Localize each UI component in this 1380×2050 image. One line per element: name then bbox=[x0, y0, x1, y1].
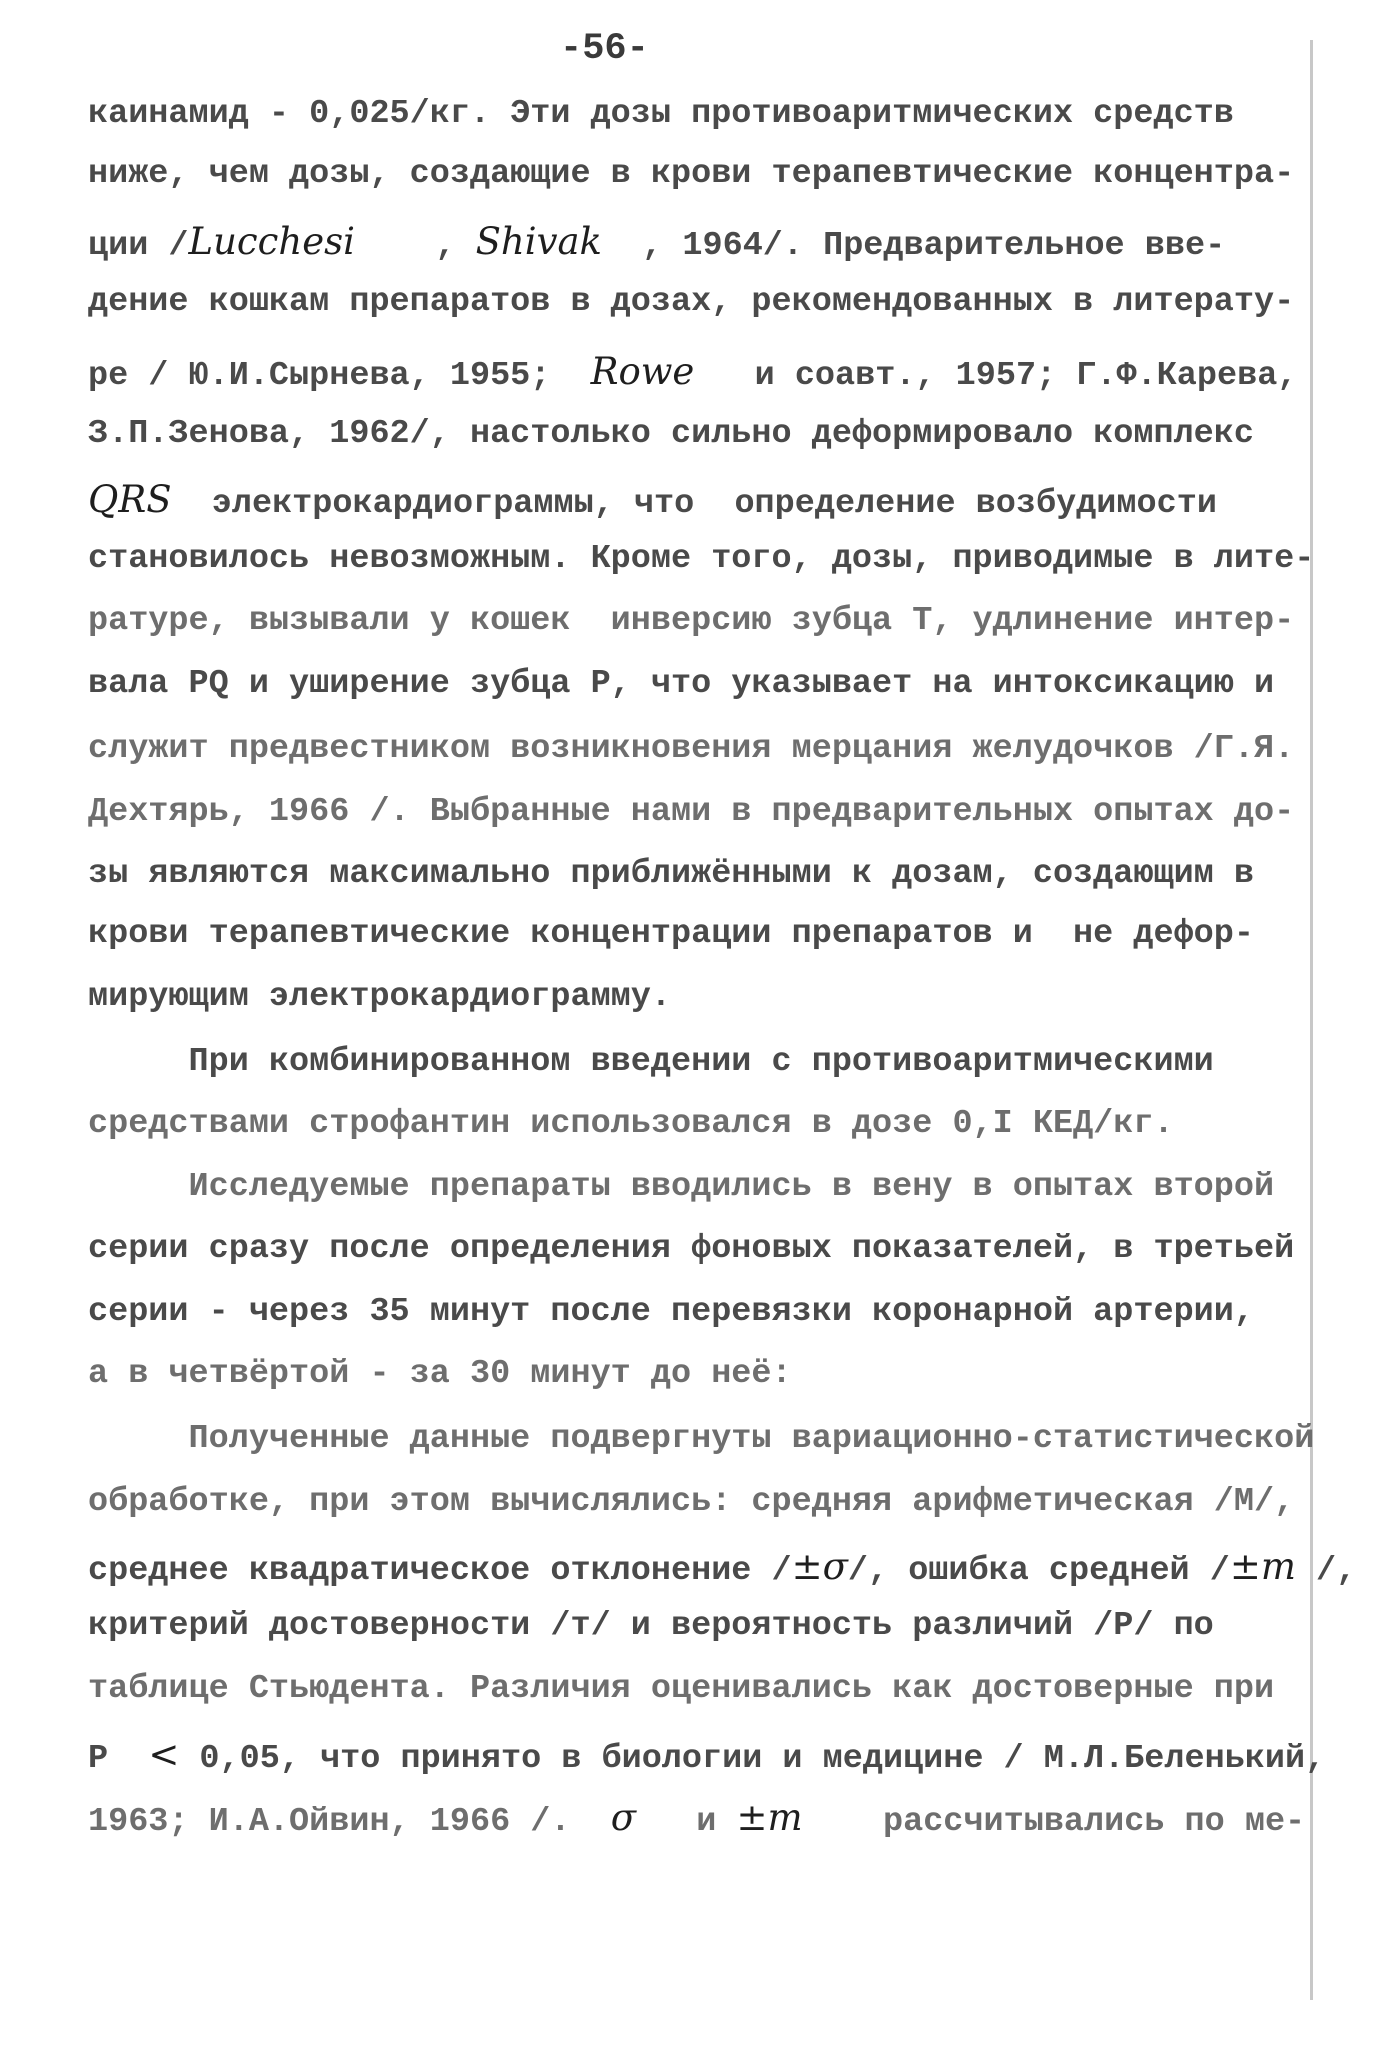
handwritten-insert: Lucchesi bbox=[188, 220, 355, 263]
typed-segment: каинамид - 0,025/кг. Эти дозы противоаритмических средств bbox=[88, 95, 1234, 133]
text-line bbox=[88, 602, 1294, 640]
typed-segment: зы являются максимально приближёнными к дозам, создающим в bbox=[88, 855, 1254, 893]
typed-segment: , 1964/. Предварительное вве- bbox=[601, 227, 1226, 265]
typed-segment: /, ошибка средней / bbox=[847, 1552, 1230, 1590]
handwritten-insert: QRS bbox=[88, 478, 172, 521]
typed-segment: средствами строфантин использовался в дозе 0,I КЕД/кг. bbox=[88, 1105, 1174, 1143]
typed-segment: среднее квадратическое отклонение / bbox=[88, 1552, 792, 1590]
typed-segment: 0,05, что принято в биологии и медицине / М.Л.Беленький, bbox=[179, 1740, 1326, 1778]
text-line bbox=[88, 1545, 1356, 1590]
typed-segment: и bbox=[635, 1803, 737, 1841]
text-line bbox=[88, 350, 1297, 395]
typed-segment: ции / bbox=[88, 227, 189, 265]
text-line bbox=[88, 220, 1225, 265]
text-line bbox=[88, 1420, 1314, 1458]
text-line bbox=[88, 155, 1294, 193]
handwritten-insert: ±m bbox=[1229, 1545, 1296, 1588]
typed-segment: серии сразу после определения фоновых показателей, в третьей bbox=[88, 1230, 1295, 1268]
handwritten-insert: Rowe bbox=[590, 350, 695, 393]
text-line bbox=[88, 415, 1254, 453]
text-line bbox=[88, 1168, 1274, 1206]
text-line bbox=[88, 1796, 1305, 1841]
typed-segment: ниже, чем дозы, создающие в крови терапевтические концентра- bbox=[88, 155, 1295, 193]
text-line bbox=[88, 1230, 1294, 1268]
text-line bbox=[88, 855, 1254, 893]
text-line bbox=[88, 1733, 1325, 1778]
typed-segment: Р bbox=[88, 1740, 149, 1778]
typed-segment: 1963; И.А.Ойвин, 1966 /. bbox=[88, 1803, 611, 1841]
text-line bbox=[88, 1670, 1274, 1708]
typed-segment: , bbox=[354, 227, 476, 265]
typed-segment: мирующим электрокардиограмму. bbox=[88, 978, 671, 1016]
typed-segment: Дехтярь, 1966 /. Выбранные нами в предварительных опытах до- bbox=[88, 793, 1295, 831]
typed-segment: При комбинированном введении с противоаритмическими bbox=[88, 1043, 1214, 1081]
typed-segment: а в четвёртой - за 30 минут до неё: bbox=[88, 1355, 792, 1393]
text-line bbox=[88, 1355, 792, 1393]
typed-segment: обработке, при этом вычислялись: средняя арифметическая /M/, bbox=[88, 1483, 1295, 1521]
typed-segment: ратуре, вызывали у кошек инверсию зубца Т, удлинение интер- bbox=[88, 602, 1295, 640]
typed-segment: таблице Стьюдента. Различия оценивались как достоверные при bbox=[88, 1670, 1275, 1708]
typed-segment: служит предвестником возникновения мерцания желудочков /Г.Я. bbox=[88, 730, 1295, 768]
text-line bbox=[88, 478, 1217, 523]
text-line bbox=[88, 95, 1234, 133]
page-number: -56- bbox=[560, 28, 649, 70]
typed-segment: критерий достоверности /т/ и вероятность различий /Р/ по bbox=[88, 1607, 1214, 1645]
typed-segment: электрокардиограммы, что определение возбудимости bbox=[171, 485, 1217, 523]
handwritten-insert: σ bbox=[610, 1796, 636, 1839]
typed-segment: становилось невозможным. Кроме того, дозы, приводимые в лите- bbox=[88, 540, 1315, 578]
typed-segment: крови терапевтические концентрации препаратов и не дефор- bbox=[88, 915, 1254, 953]
handwritten-insert: ±σ bbox=[791, 1545, 848, 1588]
typed-segment: /, bbox=[1295, 1552, 1357, 1590]
typed-segment: З.П.Зенова, 1962/, настолько сильно деформировало комплекс bbox=[88, 415, 1254, 453]
text-line bbox=[88, 1607, 1214, 1645]
text-line bbox=[88, 665, 1274, 703]
handwritten-insert: ±m bbox=[736, 1796, 803, 1839]
typed-segment: ре / Ю.И.Сырнева, 1955; bbox=[88, 357, 591, 395]
typed-segment: серии - через 35 минут после перевязки коронарной артерии, bbox=[88, 1293, 1254, 1331]
page-edge-shadow bbox=[1310, 40, 1313, 2000]
typed-segment: вала PQ и уширение зубца Р, что указывает на интоксикацию и bbox=[88, 665, 1275, 703]
text-line bbox=[88, 1105, 1174, 1143]
typed-segment: Полученные данные подвергнуты вариационно-статистической bbox=[88, 1420, 1315, 1458]
text-line bbox=[88, 1483, 1294, 1521]
handwritten-insert: Shivak bbox=[475, 220, 602, 263]
typed-segment: и соавт., 1957; Г.Ф.Карева, bbox=[694, 357, 1298, 395]
text-line bbox=[88, 730, 1294, 768]
text-line bbox=[88, 915, 1254, 953]
text-line bbox=[88, 1043, 1214, 1081]
text-line bbox=[88, 978, 671, 1016]
text-line bbox=[88, 793, 1294, 831]
text-line bbox=[88, 283, 1294, 321]
text-line bbox=[88, 540, 1314, 578]
text-line bbox=[88, 1293, 1254, 1331]
handwritten-insert: < bbox=[148, 1733, 180, 1776]
typed-segment: дение кошкам препаратов в дозах, рекомендованных в литерату- bbox=[88, 283, 1295, 321]
typed-segment: Исследуемые препараты вводились в вену в опытах второй bbox=[88, 1168, 1275, 1206]
typed-segment: рассчитывались по ме- bbox=[802, 1803, 1306, 1841]
